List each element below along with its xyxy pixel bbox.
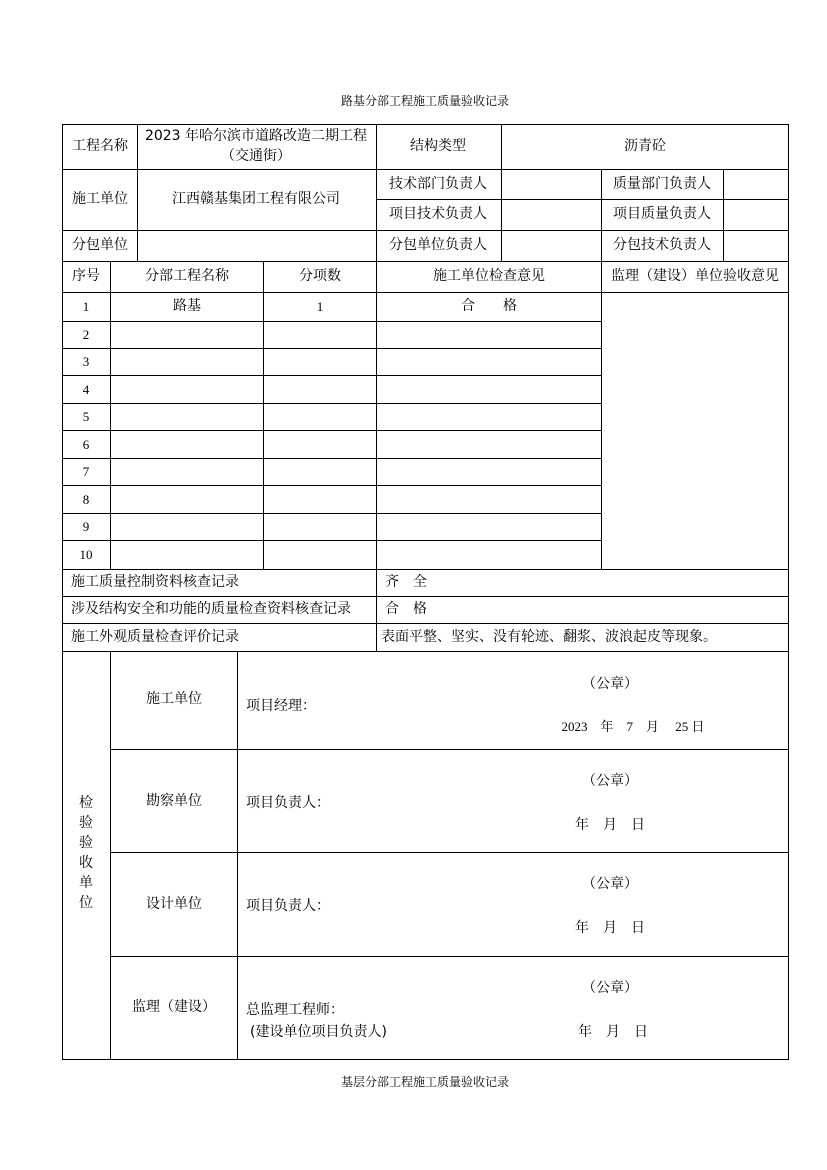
construction-unit-value: 江西赣基集团工程有限公司: [172, 191, 340, 207]
structure-type-value: 沥青砼: [624, 138, 666, 154]
acceptance-units-side-label: 检 验 验 收 单 位: [79, 795, 93, 911]
record-label-structural-safety: 涉及结构安全和功能的质量检查资料核查记录: [71, 601, 351, 617]
row-no: 7: [82, 464, 90, 479]
date-survey: 年 月 日: [575, 817, 645, 833]
person-label-construction: 项目经理：: [246, 698, 316, 714]
seal-construction: （公章）: [582, 676, 638, 692]
unit-name-construction: 施工单位: [146, 691, 202, 707]
col-header-no: 序号: [72, 268, 100, 284]
project-tech-head-label: 项目技术负责人: [389, 206, 487, 222]
person-label-supervision: 总监理工程师：: [246, 1002, 344, 1018]
person-label2-supervision: (建设单位项目负责人): [250, 1024, 387, 1040]
col-header-opinion: 施工单位检查意见: [433, 268, 545, 284]
construction-unit-label: 施工单位: [72, 191, 128, 207]
unit-name-design: 设计单位: [146, 896, 202, 912]
tech-dept-head-label: 技术部门负责人: [389, 176, 487, 192]
date-construction: 2023 年 7 月 25 日: [561, 719, 705, 734]
project-name-label: 工程名称: [72, 138, 128, 154]
row-no: 3: [82, 354, 90, 369]
row-no: 1: [82, 299, 90, 314]
row-name: 路基: [173, 298, 201, 314]
row-count: 1: [316, 299, 324, 314]
page-title: 路基分部工程施工质量验收记录: [340, 94, 510, 108]
record-label-appearance: 施工外观质量检查评价记录: [71, 629, 239, 645]
row-no: 9: [82, 519, 90, 534]
unit-name-survey: 勘察单位: [146, 793, 202, 809]
date-design: 年 月 日: [575, 920, 645, 936]
subcontractor-head-label: 分包单位负责人: [389, 237, 487, 253]
quality-dept-head-label: 质量部门负责人: [613, 176, 711, 192]
person-label-survey: 项目负责人：: [246, 795, 330, 811]
row-no: 2: [82, 327, 90, 342]
seal-survey: （公章）: [582, 773, 638, 789]
subcontractor-tech-head-label: 分包技术负责人: [613, 237, 711, 253]
row-no: 4: [82, 382, 90, 397]
record-label-quality-control: 施工质量控制资料核查记录: [71, 574, 239, 590]
row-no: 8: [82, 492, 90, 507]
person-label-design: 项目负责人：: [246, 898, 330, 914]
row-opinion: 合 格: [461, 298, 517, 314]
row-no: 10: [79, 547, 93, 562]
unit-name-supervision: 监理（建设）: [132, 999, 216, 1015]
row-no: 5: [82, 409, 90, 424]
project-quality-head-label: 项目质量负责人: [613, 206, 711, 222]
project-name-value-line2: （交通街）: [221, 148, 291, 164]
date-supervision: 年 月 日: [578, 1024, 648, 1040]
record-value-structural-safety: 合 格: [385, 601, 427, 617]
seal-design: （公章）: [582, 876, 638, 892]
seal-supervision: （公章）: [582, 980, 638, 996]
record-value-appearance: 表面平整、坚实、没有轮迹、翻浆、波浪起皮等现象。: [381, 629, 717, 645]
col-header-name: 分部工程名称: [145, 268, 229, 284]
subcontractor-label: 分包单位: [72, 237, 128, 253]
col-header-count: 分项数: [299, 268, 341, 284]
structure-type-label: 结构类型: [410, 138, 466, 154]
row-no: 6: [82, 437, 90, 452]
record-value-quality-control: 齐 全: [385, 574, 427, 590]
col-header-supervision: 监理（建设）单位验收意见: [611, 268, 779, 284]
project-name-value-line1: 2023 年哈尔滨市道路改造二期工程: [144, 128, 368, 144]
next-page-title: 基层分部工程施工质量验收记录: [340, 1075, 510, 1089]
